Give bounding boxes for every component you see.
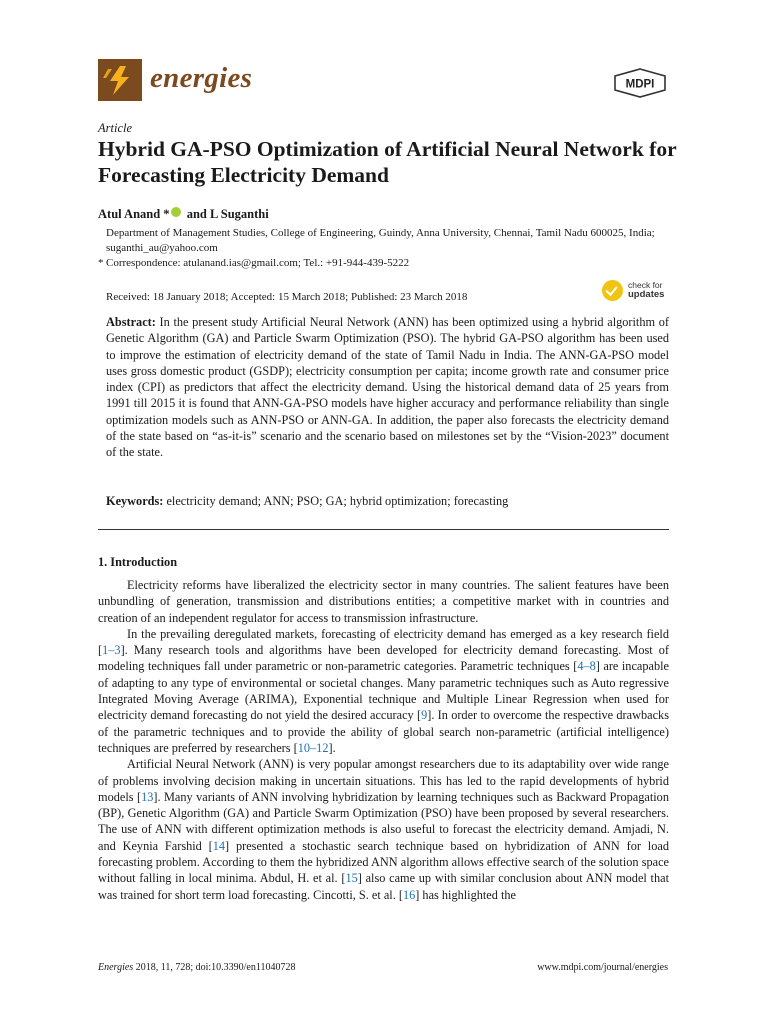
journal-logo bbox=[98, 59, 142, 101]
check-icon bbox=[602, 280, 623, 301]
correspondence-marker: * bbox=[98, 257, 104, 269]
keywords-text: electricity demand; ANN; PSO; GA; hybrid optimization; forecasting bbox=[166, 494, 509, 508]
check-for-updates-line2: updates bbox=[628, 289, 665, 300]
keywords-label: Keywords: bbox=[106, 494, 164, 508]
citation-link[interactable]: 4–8 bbox=[577, 659, 596, 674]
author-name[interactable]: Atul Anand * bbox=[98, 207, 170, 221]
lightning-bolt-icon bbox=[98, 59, 142, 101]
paper-title: Hybrid GA-PSO Optimization of Artificial Neural Network for Forecasting Electricity Demand bbox=[98, 137, 677, 187]
citation-link[interactable]: 15 bbox=[345, 871, 358, 886]
introduction-body bbox=[98, 577, 669, 903]
citation-link[interactable]: 9 bbox=[421, 708, 428, 723]
abstract-label: Abstract: bbox=[106, 315, 156, 329]
citation-link[interactable]: 13 bbox=[141, 789, 154, 804]
check-for-updates-badge[interactable] bbox=[602, 280, 674, 302]
mdpi-logo-text: MDPI bbox=[625, 78, 655, 91]
author-list bbox=[98, 207, 269, 221]
citation-link[interactable]: 14 bbox=[212, 838, 226, 853]
check-for-updates-line1: check for bbox=[628, 280, 663, 290]
section-heading: 1. Introduction bbox=[98, 555, 178, 569]
paragraph: Electricity reforms have liberalized the electricity sector in many countries. The salient features have been unbundling of generation, transmission and distributions entities; a competitive market with in countries and creation of an independent regulator for access to transmission infrastructure. bbox=[98, 578, 669, 625]
divider bbox=[98, 529, 669, 530]
correspondence-text: Correspondence: atulanand.ias@gmail.com; Tel.: +91-944-439-5222 bbox=[106, 257, 410, 269]
citation-link[interactable]: 1–3 bbox=[102, 643, 121, 658]
article-type: Article bbox=[98, 121, 133, 135]
footer-doi[interactable]: 2018, 11, 728; doi:10.3390/en11040728 bbox=[133, 962, 296, 973]
publication-dates: Received: 18 January 2018; Accepted: 15 March 2018; Published: 23 March 2018 bbox=[106, 291, 468, 303]
abstract-text: In the present study Artificial Neural Network (ANN) has been optimized using a hybrid algorithm of Genetic Algorithm (GA) and Particle Swarm Optimization (PSO). The hybrid GA-PSO algorithm has been used to improve the estimation of electricity demand of the state of Tamil Nadu in India. The ANN-GA-PSO model uses gross domestic product (GSDP); electricity consumption per capita; income growth rate and consumer price index (CPI) as predictors that affect the electricity demand. Using the historical demand data of 25 years from 1991 till 2015 it is found that ANN-GA-PSO models have higher accuracy and performance reliability than single optimization models such as ANN-PSO or ANN-GA. In addition, the paper also forecasts the electricity demand of the state based on “as-it-is” scenario and the scenario based on milestones set by the “Vision-2023” document of the state. bbox=[106, 315, 669, 460]
orcid-icon[interactable] bbox=[171, 207, 181, 217]
author-name[interactable]: and L Suganthi bbox=[186, 207, 269, 221]
paragraph: In the prevailing deregulated markets, forecasting of electricity demand has emerged as a key research field [1–3]. Many research tools and algorithms have been developed for electricity demand forecasting. Most of modeling techniques fall under parametric or non-parametric categories. Parametric techniques [4–8] are incapable of adapting to any type of environmental or societal changes. Many parametric techniques such as Auto regressive Integrated Moving Average (ARIMA), Exponential technique and Multiple Linear Regression when used for electricity demand forecasting do not yield the desired accuracy [9]. In order to overcome the respective drawbacks of the parametric techniques and to provide the ability of global search non-parametric (artificial intelligence) techniques are preferred by researchers [10–12]. bbox=[98, 626, 670, 755]
footer-journal: Energies bbox=[98, 962, 134, 973]
paragraph: Artificial Neural Network (ANN) is very popular amongst researchers due to its adaptability over wide range of problems involving decision making in uncertain situations. This has led to the rapid developments of hybrid models [13]. Many variants of ANN involving hybridization by learning techniques such as Backward Propagation (BP), Genetic Algorithm (GA) and Particle Swarm Optimization (PSO) have been proposed by several researchers. The use of ANN with different optimization methods is also useful to forecast the electricity demand. Amjadi, N. and Keynia Farshid [14] presented a stochastic search technique based on hybridization of ANN for load forecasting problem. According to them the hybridized ANN algorithm allows effective search of the solution space without falling in local minima. Abdul, H. et al. [15] also came up with similar conclusion about ANN model that was trained for short term load forecasting. Cincotti, S. et al. [16] has highlighted the bbox=[98, 757, 669, 902]
footer-citation bbox=[98, 962, 296, 974]
abstract bbox=[106, 314, 669, 461]
journal-name[interactable]: energies bbox=[150, 62, 253, 94]
affiliation-text: Department of Management Studies, College of Engineering, Guindy, Anna University, Chennai, Tamil Nadu 600025, India; suganthi_au@yahoo.com bbox=[106, 227, 655, 254]
citation-link[interactable]: 10–12 bbox=[297, 740, 329, 755]
keywords bbox=[106, 493, 669, 509]
affiliation bbox=[98, 226, 666, 271]
mdpi-logo[interactable] bbox=[612, 68, 668, 98]
footer-url[interactable]: www.mdpi.com/journal/energies bbox=[537, 962, 668, 973]
citation-link[interactable]: 16 bbox=[402, 887, 416, 902]
